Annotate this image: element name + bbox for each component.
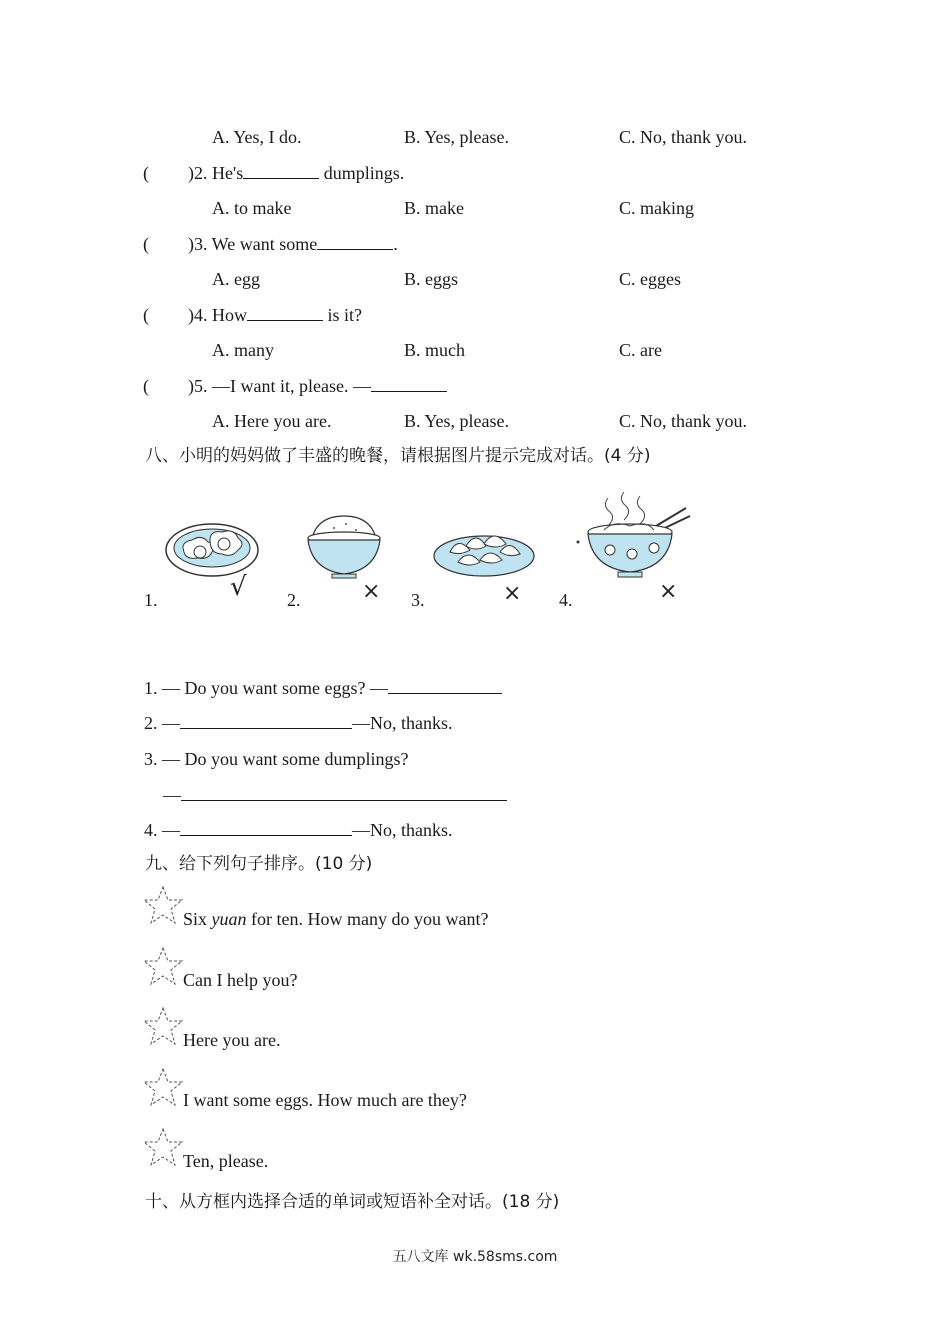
rice-bowl-icon bbox=[304, 512, 384, 582]
dialogue-line-2 bbox=[144, 712, 453, 734]
q5-stem-text: )5. —I want it, please. — bbox=[188, 376, 371, 396]
dialogue-line-3-dash: — bbox=[163, 785, 181, 805]
q1-option-c: C. No, thank you. bbox=[619, 127, 747, 147]
picture-1-mark: √ bbox=[230, 572, 247, 602]
dialogue-line-2-text: 2. — bbox=[144, 713, 180, 733]
sentence-1-pre: Six bbox=[183, 909, 212, 929]
picture-1-number: 1. bbox=[144, 590, 158, 610]
section8-title: 八、小明的妈妈做了丰盛的晚餐，请根据图片提示完成对话。(4 分) bbox=[145, 446, 651, 466]
dialogue-line-1 bbox=[144, 677, 502, 699]
dialogue-line-1-blank[interactable] bbox=[388, 677, 502, 694]
sentence-1-italic: yuan bbox=[211, 909, 247, 929]
q3-stem bbox=[188, 233, 398, 255]
dialogue-line-3-blank[interactable] bbox=[181, 784, 507, 801]
q1-option-b: B. Yes, please. bbox=[404, 127, 510, 147]
q1-option-a: A. Yes, I do. bbox=[212, 127, 302, 147]
dialogue-line-3: 3. — Do you want some dumplings? bbox=[144, 749, 409, 769]
q4-blank[interactable] bbox=[247, 304, 323, 321]
dialogue-line-3-answer bbox=[163, 784, 507, 806]
sentence-1-post: for ten. How many do you want? bbox=[246, 909, 489, 929]
dialogue-line-4-blank[interactable] bbox=[180, 819, 352, 836]
sentence-2: Can I help you? bbox=[183, 970, 298, 990]
q3-blank[interactable] bbox=[317, 233, 393, 250]
q4-option-b: B. much bbox=[404, 340, 465, 360]
star-answer-box-2[interactable] bbox=[142, 946, 184, 986]
q3-paren: ( bbox=[143, 234, 149, 254]
q2-option-c: C. making bbox=[619, 198, 694, 218]
q2-stem bbox=[188, 162, 404, 184]
q2-option-b: B. make bbox=[404, 198, 464, 218]
picture-4-number: 4. bbox=[559, 590, 573, 610]
q3-option-b: B. eggs bbox=[404, 269, 458, 289]
star-answer-box-4[interactable] bbox=[142, 1067, 184, 1107]
dialogue-line-4 bbox=[144, 819, 453, 841]
q4-stem-text: )4. How bbox=[188, 305, 247, 325]
q5-option-c: C. No, thank you. bbox=[619, 411, 747, 431]
dumplings-plate-icon bbox=[432, 520, 536, 580]
sentence-3: Here you are. bbox=[183, 1030, 281, 1050]
q5-option-b: B. Yes, please. bbox=[404, 411, 510, 431]
noodles-bowl-icon bbox=[574, 488, 694, 584]
q5-stem bbox=[188, 375, 447, 397]
q4-option-c: C. are bbox=[619, 340, 662, 360]
q3-stem-text: )3. We want some bbox=[188, 234, 318, 254]
q3-option-a: A. egg bbox=[212, 269, 260, 289]
q3-stem-after: . bbox=[393, 234, 398, 254]
dialogue-line-2-suffix: —No, thanks. bbox=[352, 713, 453, 733]
q2-option-a: A. to make bbox=[212, 198, 292, 218]
star-answer-box-1[interactable] bbox=[142, 885, 184, 925]
eggs-plate-icon bbox=[164, 512, 260, 578]
picture-2-number: 2. bbox=[287, 590, 301, 610]
sentence-4: I want some eggs. How much are they? bbox=[183, 1090, 467, 1110]
picture-2-mark: × bbox=[362, 579, 381, 604]
q2-stem-after: dumplings. bbox=[319, 163, 405, 183]
sentence-5: Ten, please. bbox=[183, 1151, 269, 1171]
star-answer-box-3[interactable] bbox=[142, 1006, 184, 1046]
q5-paren: ( bbox=[143, 376, 149, 396]
q5-option-a: A. Here you are. bbox=[212, 411, 332, 431]
dialogue-line-1-text: 1. — Do you want some eggs? — bbox=[144, 678, 388, 698]
q4-stem bbox=[188, 304, 362, 326]
picture-3-mark: × bbox=[503, 581, 522, 606]
q5-blank[interactable] bbox=[371, 375, 447, 392]
section9-title: 九、给下列句子排序。(10 分) bbox=[145, 854, 373, 874]
star-answer-box-5[interactable] bbox=[142, 1127, 184, 1167]
picture-3-number: 3. bbox=[411, 590, 425, 610]
q2-blank[interactable] bbox=[243, 162, 319, 179]
q4-paren: ( bbox=[143, 305, 149, 325]
dialogue-line-2-blank[interactable] bbox=[180, 712, 352, 729]
q2-stem-text: )2. He's bbox=[188, 163, 244, 183]
q2-paren: ( bbox=[143, 163, 149, 183]
footer-watermark: 五八文库 wk.58sms.com bbox=[392, 1249, 558, 1265]
dialogue-line-4-text: 4. — bbox=[144, 820, 180, 840]
q4-option-a: A. many bbox=[212, 340, 274, 360]
sentence-1 bbox=[183, 908, 488, 930]
dialogue-line-4-suffix: —No, thanks. bbox=[352, 820, 453, 840]
q3-option-c: C. egges bbox=[619, 269, 681, 289]
q4-stem-after: is it? bbox=[323, 305, 362, 325]
picture-4-mark: × bbox=[659, 579, 678, 604]
section10-title: 十、从方框内选择合适的单词或短语补全对话。(18 分) bbox=[145, 1192, 560, 1212]
